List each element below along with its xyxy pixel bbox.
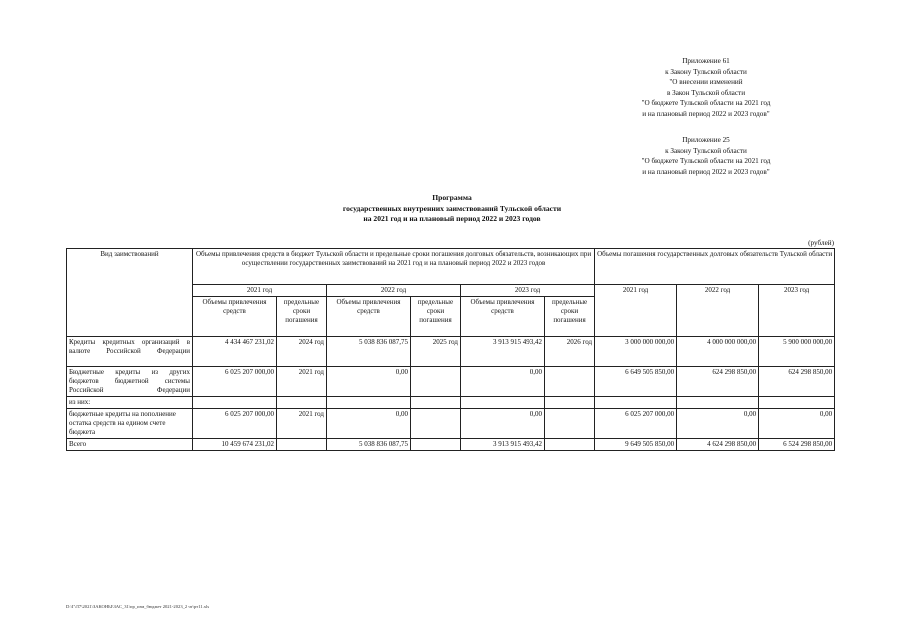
cell-repay-2021: 9 649 505 850,00 (595, 439, 677, 451)
title-line: государственных внутренних заимствований Тульской области (342, 203, 562, 213)
header-repay: Объемы погашения государственных долговых обязательств Тульской области (595, 249, 835, 285)
cell-term-2021: 2024 год (277, 337, 327, 367)
header-kind: Вид заимствований (67, 249, 193, 337)
annex-block-2 (606, 135, 806, 177)
sub-term-2023: предельные сроки погашения (545, 297, 595, 337)
cell-volume-2023: 0,00 (461, 367, 545, 397)
cell-term-2022 (411, 409, 461, 439)
cell-volume-2023: 3 913 915 493,42 (461, 337, 545, 367)
cell-repay-2022: 0,00 (677, 409, 759, 439)
annex2-line: к Закону Тульской области (665, 146, 747, 155)
sub-volume-2021: Объемы привлечения средств (193, 297, 277, 337)
cell-repay-2023: 5 900 000 000,00 (759, 337, 835, 367)
table-row-total (67, 439, 835, 451)
attract-year-2023: 2023 год (461, 285, 595, 297)
cell-repay-2023: 6 524 298 850,00 (759, 439, 835, 451)
annex2-line: Приложение 25 (682, 136, 730, 144)
borrowing-table (66, 248, 835, 451)
row-name: Кредиты кредитных организаций в валюте Российской Федерации (67, 337, 193, 367)
table-row (67, 409, 835, 439)
cell-repay-2022: 4 000 000 000,00 (677, 337, 759, 367)
cell-repay-2022: 624 298 850,00 (677, 367, 759, 397)
annex1-line: "О внесении изменений (669, 78, 743, 87)
units-label: (рублей) (808, 239, 834, 247)
cell-volume-2022: 5 038 836 087,75 (327, 337, 411, 367)
repay-year-2022: 2022 год (677, 285, 759, 337)
sub-term-2021: предельные сроки погашения (277, 297, 327, 337)
cell-term-2021 (277, 439, 327, 451)
cell-volume-2022: 0,00 (327, 409, 411, 439)
table-row (67, 367, 835, 397)
cell-term-2021: 2021 год (277, 367, 327, 397)
row-name: бюджетные кредиты на пополнение остатка средств на едином счете бюджета (67, 409, 193, 439)
cell-volume-2022: 5 038 836 087,75 (327, 439, 411, 451)
title-line: на 2021 год и на плановый период 2022 и 2023 годов (363, 214, 541, 223)
table-row (67, 397, 835, 409)
annex2-line: "О бюджете Тульской области на 2021 год (641, 157, 771, 166)
attract-year-2021: 2021 год (193, 285, 327, 297)
attract-year-2022: 2022 год (327, 285, 461, 297)
repay-year-2021: 2021 год (595, 285, 677, 337)
cell-term-2022 (411, 439, 461, 451)
annex1-line: в Закон Тульской области (666, 88, 746, 97)
cell-volume-2022: 0,00 (327, 367, 411, 397)
cell-volume-2021: 10 459 674 231,02 (193, 439, 277, 451)
cell-repay-2021: 3 000 000 000,00 (595, 337, 677, 367)
row-name: из них: (67, 397, 193, 409)
cell-term-2023 (545, 409, 595, 439)
cell-repay-2021: 6 025 207 000,00 (595, 409, 677, 439)
annex2-line: и на плановый период 2022 и 2023 годов" (642, 167, 770, 176)
sub-volume-2023: Объемы привлечения средств (461, 297, 545, 337)
cell-term-2021: 2021 год (277, 409, 327, 439)
annex1-line: к Закону Тульской области (665, 67, 747, 76)
cell-volume-2023: 0,00 (461, 409, 545, 439)
annex1-line: и на плановый период 2022 и 2023 годов" (642, 109, 770, 118)
table-row (67, 337, 835, 367)
row-name: Бюджетные кредиты из других бюджетов бюджетной системы Российской Федерации (67, 367, 193, 397)
cell-term-2023 (545, 367, 595, 397)
annex1-line: "О бюджете Тульской области на 2021 год (641, 99, 771, 108)
cell-repay-2023: 0,00 (759, 409, 835, 439)
row-name: Всего (67, 439, 193, 451)
cell-repay-2023: 624 298 850,00 (759, 367, 835, 397)
cell-term-2022 (411, 367, 461, 397)
cell-repay-2022: 4 624 298 850,00 (677, 439, 759, 451)
cell-volume-2021: 6 025 207 000,00 (193, 409, 277, 439)
cell-repay-2021: 6 649 505 850,00 (595, 367, 677, 397)
sub-term-2022: предельные сроки погашения (411, 297, 461, 337)
title-line: Программа (432, 193, 472, 202)
cell-volume-2023: 3 913 915 493,42 (461, 439, 545, 451)
annex-block-1 (606, 56, 806, 120)
file-path-footer: D:\Г\Л7\2021\ЗАКОНЫ\ЗАС_31\пр_изм_бюджет 2021-2023_2 чт\рт11.xls (66, 604, 210, 609)
header-row (67, 249, 835, 285)
repay-year-2023: 2023 год (759, 285, 835, 337)
document-title (220, 193, 684, 225)
cell-term-2023 (545, 439, 595, 451)
header-attract: Объемы привлечения средств в бюджет Тульской области и предельные сроки погашения долговых обязательств, возникающих при осуществлении государственных заимствований на 2021 год и на плановый период 2022 и 2023 годов (193, 249, 595, 285)
cell-volume-2021: 6 025 207 000,00 (193, 367, 277, 397)
cell-term-2022: 2025 год (411, 337, 461, 367)
cell-volume-2021: 4 434 467 231,02 (193, 337, 277, 367)
annex1-line: Приложение 61 (682, 57, 730, 65)
cell-term-2023: 2026 год (545, 337, 595, 367)
sub-volume-2022: Объемы привлечения средств (327, 297, 411, 337)
